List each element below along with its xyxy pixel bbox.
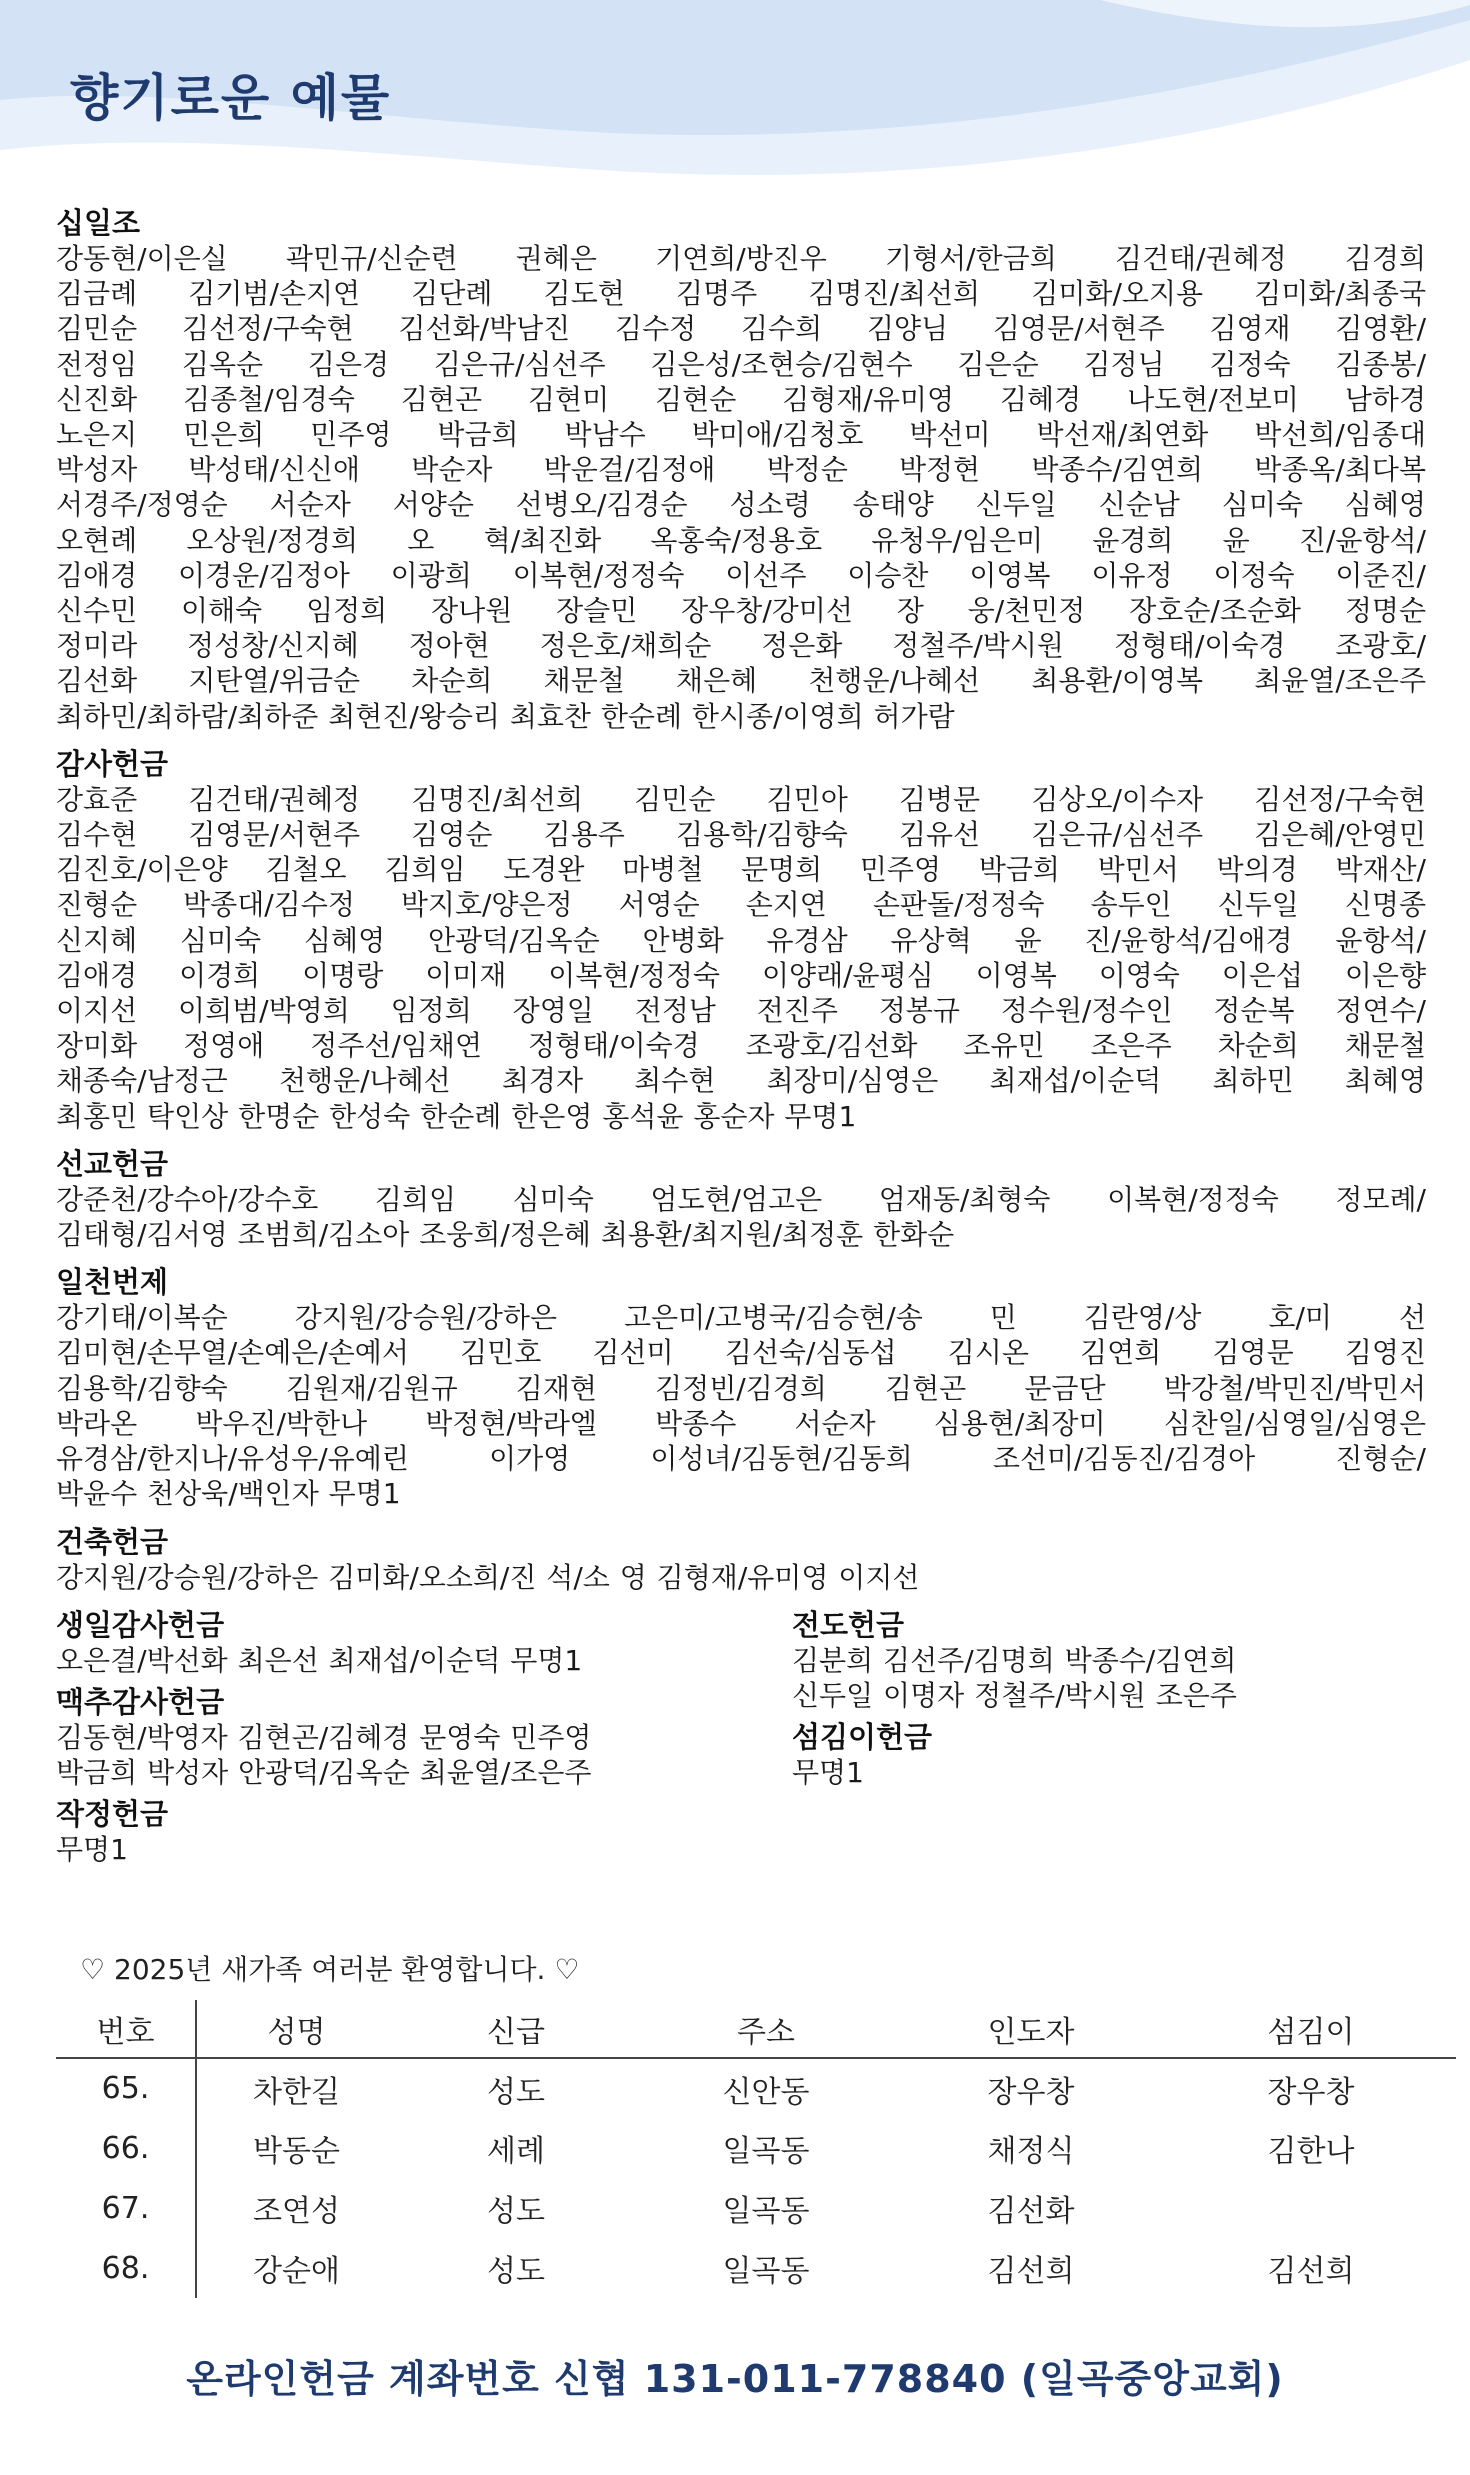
name-line: 박성자 박성태/신신애 박순자 박운걸/김정애 박정순 박정현 박종수/김연희 박종옥/최다복 (56, 453, 1426, 487)
offering-section (56, 205, 1426, 734)
page-title: 향기로운 예물 (70, 69, 392, 127)
section-title: 작정헌금 (56, 1797, 169, 1832)
name-line: 김선화 지탄열/위금순 차순희 채문철 채은혜 천행운/나혜선 최용환/이영복 최윤열/조은주 (56, 664, 1426, 698)
cell-number: 68. (56, 2238, 196, 2298)
cell-caretaker (1166, 2178, 1456, 2238)
cell-caretaker: 김선희 (1267, 2254, 1355, 2289)
new-members-table (56, 2000, 1456, 2298)
name-line: 김동현/박영자 김현곤/김혜경 문영숙 민주영 (56, 1720, 592, 1754)
name-line: 오은결/박선화 최은선 최재섭/이순덕 무명1 (56, 1643, 583, 1677)
name-line: 채종숙/남정근 천행운/나혜선 최경자 최수현 최장미/심영은 최재섭/이순덕 최하민 최혜영 (56, 1064, 1426, 1098)
cell-rank: 성도 (487, 2074, 545, 2110)
name-line: 박금희 박성자 안광덕/김옥순 최윤열/조은주 (56, 1756, 592, 1790)
name-line: 오현례 오상원/정경희 오 혁/최진화 옥홍숙/정용호 유청우/임은미 윤경희 윤 진/윤항석/ (56, 523, 1426, 557)
offering-section (56, 1524, 1426, 1595)
section-title: 일천번제 (56, 1265, 169, 1300)
header-number: 번호 (56, 2000, 196, 2058)
table-header-row (56, 2000, 1456, 2058)
offering-section (792, 1719, 1432, 1790)
online-offering-account: 온라인헌금 계좌번호 신협 131-011-778840 (일곡중앙교회) (186, 2357, 1284, 2401)
cell-address: 일곡동 (722, 2194, 810, 2229)
offering-section (56, 1684, 756, 1790)
left-column (56, 1607, 756, 1874)
table-row (56, 2058, 1456, 2118)
cell-rank: 성도 (487, 2194, 545, 2229)
offering-list (56, 205, 1426, 1867)
cell-caretaker: 장우창 (1267, 2074, 1355, 2110)
offering-section (56, 1607, 756, 1678)
name-line: 최홍민 탁인상 한명순 한성숙 한순례 한은영 홍석윤 홍순자 무명1 (56, 1099, 857, 1133)
name-line: 김미현/손무열/손예은/손예서 김민호 김선미 김선숙/심동섭 김시온 김연희 김영문 김영진 (56, 1336, 1426, 1370)
header-rank: 신급 (396, 2000, 636, 2058)
cell-address: 일곡동 (722, 2254, 810, 2289)
section-names (792, 1643, 1432, 1713)
cell-name: 차한길 (253, 2074, 340, 2110)
section-title: 생일감사헌금 (56, 1607, 225, 1642)
name-line: 서경주/정영순 서순자 서양순 선병오/김경순 성소령 송태양 신두일 신순남 심미숙 심혜영 (56, 488, 1426, 522)
section-names (56, 1300, 1426, 1511)
name-line: 노은지 민은희 민주영 박금희 박남수 박미애/김청호 박선미 박선재/최연화 박선희/임종대 (56, 418, 1426, 452)
section-title: 섬김이헌금 (792, 1720, 933, 1755)
name-line: 장미화 정영애 정주선/임채연 정형태/이숙경 조광호/김선화 조유민 조은주 차순희 채문철 (56, 1029, 1426, 1063)
name-line: 무명1 (792, 1756, 864, 1790)
offering-section (56, 746, 1426, 1134)
section-names (792, 1755, 1432, 1790)
name-line: 정미라 정성창/신지혜 정아현 정은호/채희순 정은화 정철주/박시원 정형태/이숙경 조광호/ (56, 629, 1426, 663)
name-line: 이지선 이희범/박영희 임정희 장영일 전정남 전진주 정봉규 정수원/정수인 정순복 정연수/ (56, 994, 1426, 1028)
name-line: 신진화 김종철/임경숙 김현곤 김현미 김현순 김형재/유미영 김혜경 나도현/전보미 남하경 (56, 382, 1426, 416)
cell-guide: 장우창 (987, 2074, 1075, 2110)
header-guide: 인도자 (896, 2000, 1166, 2058)
name-line: 강지원/강승원/강하은 김미화/오소희/진 석/소 영 김형재/유미영 이지선 (56, 1560, 920, 1594)
offering-section (56, 1796, 756, 1867)
cell-number: 67. (56, 2178, 196, 2238)
section-names (56, 782, 1426, 1134)
two-column-offerings (56, 1607, 1426, 1867)
name-line: 김진호/이은양 김철오 김희임 도경완 마병철 문명희 민주영 박금희 박민서 박의경 박재산/ (56, 853, 1426, 887)
name-line: 신수민 이해숙 임정희 장나원 장슬민 장우창/강미선 장 웅/천민정 장호순/조순화 정명순 (56, 594, 1426, 628)
cell-guide: 채정식 (987, 2134, 1075, 2169)
offering-section (56, 1264, 1426, 1511)
table-row (56, 2238, 1456, 2298)
section-title: 맥추감사헌금 (56, 1684, 225, 1719)
cell-guide: 김선희 (987, 2254, 1075, 2289)
name-line: 김애경 이경희 이명랑 이미재 이복현/정정숙 이양래/윤평심 이영복 이영숙 이은섭 이은향 (56, 958, 1426, 992)
header-caretaker: 섬김이 (1166, 2000, 1456, 2058)
cell-address: 일곡동 (722, 2134, 810, 2169)
name-line: 박윤수 천상욱/백인자 무명1 (56, 1477, 401, 1511)
name-line: 강기태/이복순 강지원/강승원/강하은 고은미/고병국/김승현/송 민 김란영/상 호/미 선 (56, 1301, 1426, 1335)
new-members-table-wrap (56, 2000, 1456, 2298)
name-line: 최하민/최하람/최하준 최현진/왕승리 최효찬 한순례 한시종/이영희 허가람 (56, 699, 955, 733)
cell-name: 강순애 (253, 2254, 340, 2289)
name-line: 김수현 김영문/서현주 김영순 김용주 김용학/김향숙 김유선 김은규/심선주 김은혜/안영민 (56, 818, 1426, 852)
cell-number: 65. (56, 2058, 196, 2118)
section-title: 선교헌금 (56, 1146, 169, 1181)
name-line: 강동현/이은실 곽민규/신순련 권혜은 기연희/방진우 기형서/한금희 김건태/권혜정 김경희 (56, 242, 1426, 275)
offering-section (792, 1607, 1432, 1713)
name-line: 김민순 김선정/구숙현 김선화/박남진 김수정 김수희 김양님 김영문/서현주 김영재 김영환/ (56, 312, 1426, 346)
cell-name: 조연성 (253, 2194, 340, 2229)
offering-section (56, 1146, 1426, 1252)
right-column (792, 1607, 1432, 1797)
name-line: 전정임 김옥순 김은경 김은규/심선주 김은성/조현승/김현수 김은순 김정님 김정숙 김종봉/ (56, 347, 1426, 381)
table-row (56, 2118, 1456, 2178)
header-address: 주소 (636, 2000, 896, 2058)
name-line: 신지혜 심미숙 심혜영 안광덕/김옥순 안병화 유경삼 유상혁 윤 진/윤항석/김애경 윤항석/ (56, 923, 1426, 957)
section-names (56, 1720, 756, 1790)
name-line: 유경삼/한지나/유성우/유예린 이가영 이성녀/김동현/김동희 조선미/김동진/김경아 진형순/ (56, 1442, 1426, 1476)
name-line: 박라온 박우진/박한나 박정현/박라엘 박종수 서순자 심용현/최장미 심찬일/심영일/심영은 (56, 1406, 1426, 1440)
name-line: 신두일 이명자 정철주/박시원 조은주 (792, 1678, 1237, 1712)
section-names (56, 1182, 1426, 1252)
section-names (56, 1832, 756, 1867)
cell-address: 신안동 (722, 2074, 810, 2110)
cell-number: 66. (56, 2118, 196, 2178)
name-line: 김애경 이경운/김정아 이광희 이복현/정정숙 이선주 이승찬 이영복 이유정 이정숙 이준진/ (56, 558, 1426, 592)
name-line: 김태형/김서영 조범희/김소아 조웅희/정은혜 최용환/최지원/최정훈 한화순 (56, 1218, 955, 1252)
section-title: 십일조 (56, 206, 141, 240)
section-title: 감사헌금 (56, 746, 169, 781)
section-names (56, 1643, 756, 1678)
name-line: 강준천/강수아/강수호 김희임 심미숙 엄도현/엄고은 엄재동/최형숙 이복현/정정숙 정모례/ (56, 1182, 1426, 1216)
section-names (56, 241, 1426, 734)
name-line: 진형순 박종대/김수정 박지호/양은정 서영순 손지연 손판돌/정정숙 송두인 신두일 신명종 (56, 888, 1426, 922)
cell-caretaker: 김한나 (1267, 2134, 1355, 2169)
section-names (56, 1560, 1426, 1595)
cell-guide: 김선화 (987, 2194, 1075, 2229)
name-line: 김분희 김선주/김명희 박종수/김연희 (792, 1643, 1237, 1677)
section-title: 전도헌금 (792, 1607, 905, 1642)
welcome-message: ♡ 2025년 새가족 여러분 환영합니다. ♡ (80, 1953, 580, 1986)
header-name: 성명 (196, 2000, 396, 2058)
name-line: 김금례 김기범/손지연 김단례 김도현 김명주 김명진/최선희 김미화/오지용 김미화/최종국 (56, 277, 1426, 311)
name-line: 강효준 김건태/권혜정 김명진/최선희 김민순 김민아 김병문 김상오/이수자 김선정/구숙현 (56, 782, 1426, 816)
name-line: 김용학/김향숙 김원재/김원규 김재현 김정빈/김경희 김현곤 문금단 박강철/박민진/박민서 (56, 1371, 1426, 1405)
section-title: 건축헌금 (56, 1524, 169, 1559)
name-line: 무명1 (56, 1833, 128, 1867)
cell-name: 박동순 (253, 2134, 340, 2169)
table-row (56, 2178, 1456, 2238)
cell-rank: 세례 (487, 2134, 545, 2169)
cell-rank: 성도 (487, 2254, 545, 2289)
